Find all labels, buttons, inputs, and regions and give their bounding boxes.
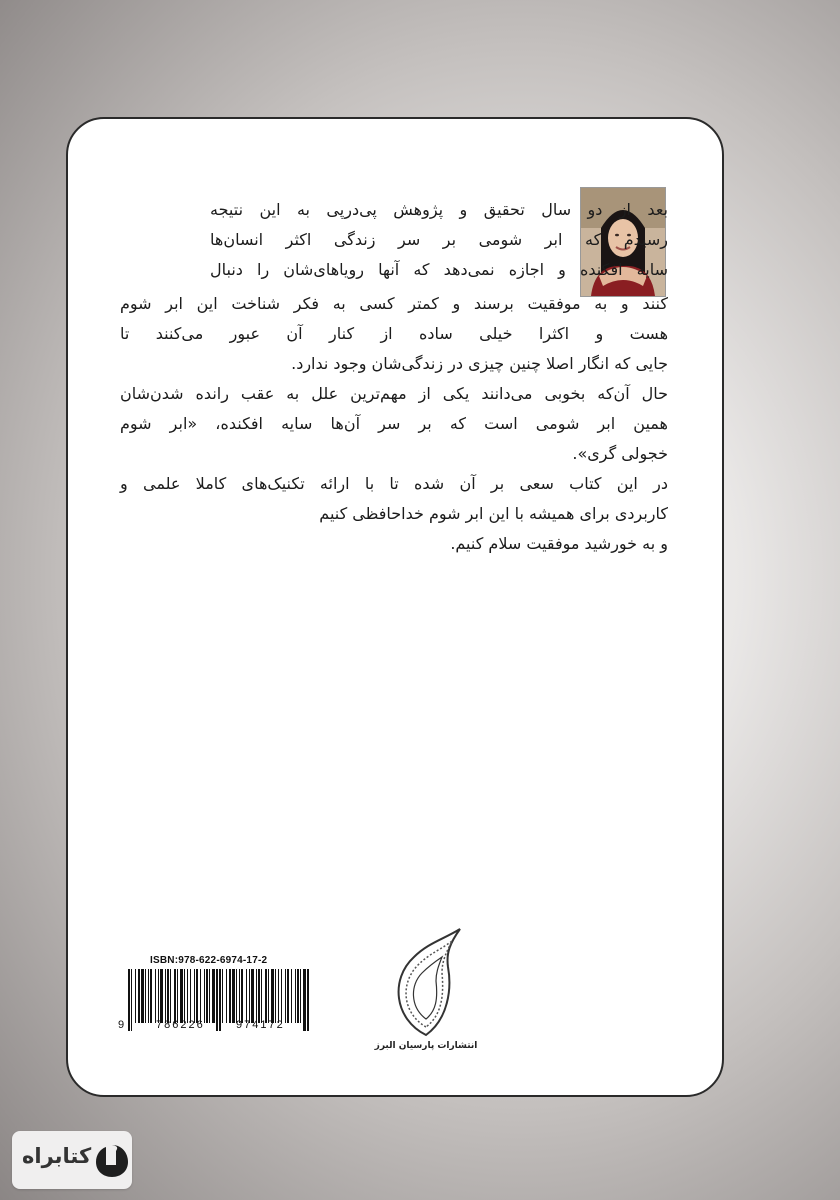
isbn-barcode: [118, 955, 312, 1047]
ketabrah-watermark: [12, 1131, 132, 1189]
barcode-bar: [209, 969, 210, 1023]
barcode-bar: [239, 969, 240, 1023]
barcode-bar: [148, 969, 149, 1023]
barcode-bar: [268, 969, 269, 1023]
barcode-bar: [246, 969, 247, 1023]
barcode-bar: [291, 969, 292, 1023]
barcode-bar: [194, 969, 195, 1023]
book-description: [120, 195, 668, 559]
barcode-left-digits: 786226: [156, 1019, 205, 1031]
ketabrah-logo-text: کتابراه: [22, 1144, 92, 1168]
blurb-line: و به خورشید موفقیت سلام کنیم.: [450, 534, 668, 553]
blurb-paragraph: [120, 379, 668, 469]
barcode-bar: [271, 969, 274, 1023]
blurb-line: در این کتاب سعی بر آن شده تا با ارائه تکنیک‌های کاملا علمی و: [120, 474, 668, 493]
barcode-bar: [131, 969, 132, 1031]
barcode-bar: [206, 969, 208, 1023]
barcode-bar: [138, 969, 140, 1023]
barcode-bar: [141, 969, 144, 1023]
barcode-bar: [275, 969, 276, 1023]
blurb-line: همین ابر شومی است که بر سر آن‌ها سایه افکنده، «ابر شوم: [120, 414, 668, 433]
barcode-bar: [177, 969, 178, 1023]
barcode-bar: [297, 969, 299, 1023]
barcode-bar: [187, 969, 188, 1023]
publisher-name: انتشارات پارسیان البرز: [374, 1041, 478, 1051]
barcode-bar: [204, 969, 205, 1023]
blurb-paragraph: [120, 469, 668, 559]
blurb-paragraph: [120, 195, 668, 379]
barcode-bar: [287, 969, 289, 1023]
barcode-bar: [212, 969, 215, 1023]
blurb-line: بعد از دو سال تحقیق و پژوهش پی‌درپی به این نتیجه: [210, 200, 668, 219]
barcode-bar: [226, 969, 227, 1023]
blurb-line: جایی که انگار اصلا چنین چیزی در زندگی‌شان وجود ندارد.: [291, 354, 668, 373]
barcode-bar: [232, 969, 235, 1023]
barcode-bar: [145, 969, 146, 1023]
barcode-bar: [236, 969, 237, 1023]
barcode-bar: [174, 969, 176, 1023]
blurb-line: سایه افکنده و اجازه نمی‌دهد که آنها رویاهای‌شان را دنبال: [210, 260, 668, 279]
barcode-bar: [300, 969, 301, 1023]
barcode-bar: [135, 969, 136, 1023]
barcode-bar: [167, 969, 169, 1023]
barcode-bar: [155, 969, 156, 1023]
barcode-bar: [158, 969, 159, 1023]
barcode-bar: [150, 969, 152, 1023]
blurb-line: کنند و به موفقیت برسند و کمتر کسی به فکر شناخت این ابر شوم: [120, 294, 668, 313]
barcode-bar: [307, 969, 309, 1031]
barcode-bar: [249, 969, 250, 1023]
barcode-bar: [281, 969, 282, 1023]
barcode-bar: [160, 969, 163, 1023]
barcode-bar: [219, 969, 221, 1031]
barcode-lead-digit: 9: [118, 1019, 125, 1031]
barcode-bar: [222, 969, 223, 1023]
barcode-right-digits: 974172: [236, 1019, 285, 1031]
barcode-bar: [128, 969, 130, 1031]
blurb-line: حال آن‌که بخوبی می‌دانند یکی از مهم‌ترین علل به عقب رانده شدن‌شان: [120, 384, 668, 403]
barcode-bar: [303, 969, 306, 1031]
barcode-bar: [200, 969, 201, 1023]
barcode-bar: [295, 969, 296, 1023]
barcode-bar: [278, 969, 279, 1023]
barcode-bar: [258, 969, 260, 1023]
book-back-cover: [66, 117, 724, 1097]
blurb-line: رسیدم که ابر شومی بر سر زندگی اکثر انسان‌ها: [210, 230, 668, 249]
blurb-line: کاربردی برای همیشه با این ابر شوم خداحافظی کنیم: [319, 504, 668, 523]
publisher-logo: [386, 923, 466, 1043]
barcode-bar: [265, 969, 267, 1023]
barcode-bar: [170, 969, 171, 1023]
barcode-bar: [285, 969, 286, 1023]
blurb-line: هست و اکثرا خیلی ساده از کنار آن عبور می‌کنند تا: [120, 324, 668, 343]
barcode-bar: [216, 969, 218, 1031]
barcode-bar: [165, 969, 166, 1023]
ketabrah-logo-icon: [94, 1141, 130, 1179]
isbn-label: ISBN:978-622-6974-17-2: [150, 955, 268, 966]
barcode-bar: [229, 969, 231, 1023]
barcode-bar: [184, 969, 185, 1023]
barcode-bar: [241, 969, 243, 1023]
barcode-bar: [196, 969, 198, 1023]
barcode-bar: [256, 969, 257, 1023]
barcode-bar: [261, 969, 262, 1023]
blurb-line: خجولی گری».: [572, 444, 668, 463]
barcode-bar: [180, 969, 183, 1023]
barcode-bar: [190, 969, 191, 1023]
barcode-bar: [251, 969, 254, 1023]
